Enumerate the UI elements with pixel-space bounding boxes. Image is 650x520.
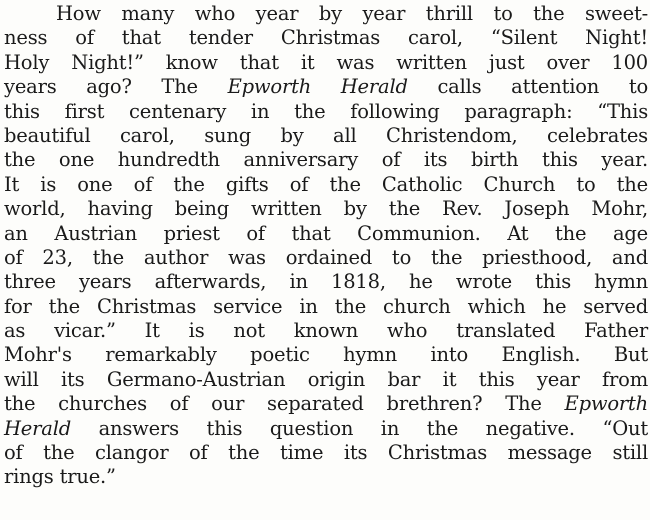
text-line: ness of that tender Christmas carol, “Silent Night! [4, 26, 648, 50]
text-line: world, having being written by the Rev. Joseph Mohr, [4, 197, 648, 221]
publication-title: Epworth [564, 392, 648, 416]
text-line: years ago? The Epworth Herald calls attention to [4, 75, 649, 99]
text-line: Herald answers this question in the negative. “Out [4, 416, 648, 440]
text-line: the churches of our separated brethren? The Epworth [4, 392, 648, 416]
text-line: How many who year by year thrill to the sweet- [56, 2, 648, 25]
text-line: an Austrian priest of that Communion. At the age [4, 221, 648, 245]
article-text [4, 2, 648, 490]
text-line: Mohr's remarkably poetic hymn into English. But [4, 343, 648, 367]
text-line: as vicar.” It is not known who translated Father [4, 319, 648, 343]
publication-title: Herald [4, 416, 72, 440]
text-line: for the Christmas service in the church which he served [4, 294, 648, 318]
text-line: rings true.” [4, 465, 116, 489]
text-line: It is one of the gifts of the Catholic Church to the [4, 172, 648, 196]
text-line: of the clangor of the time its Christmas message still [4, 441, 648, 465]
text-line: beautiful carol, sung by all Christendom, celebrates [4, 123, 648, 147]
text-line: will its Germano-Austrian origin bar it this year from [4, 367, 648, 391]
publication-title: Epworth Herald [227, 75, 408, 99]
text-line: Holy Night!” know that it was written just over 100 [4, 50, 648, 74]
text-line: this first centenary in the following paragraph: “This [4, 99, 648, 123]
text-line: of 23, the author was ordained to the priesthood, and [4, 245, 648, 269]
text-line: the one hundredth anniversary of its birth this year. [4, 148, 648, 172]
text-line: three years afterwards, in 1818, he wrote this hymn [4, 270, 648, 294]
